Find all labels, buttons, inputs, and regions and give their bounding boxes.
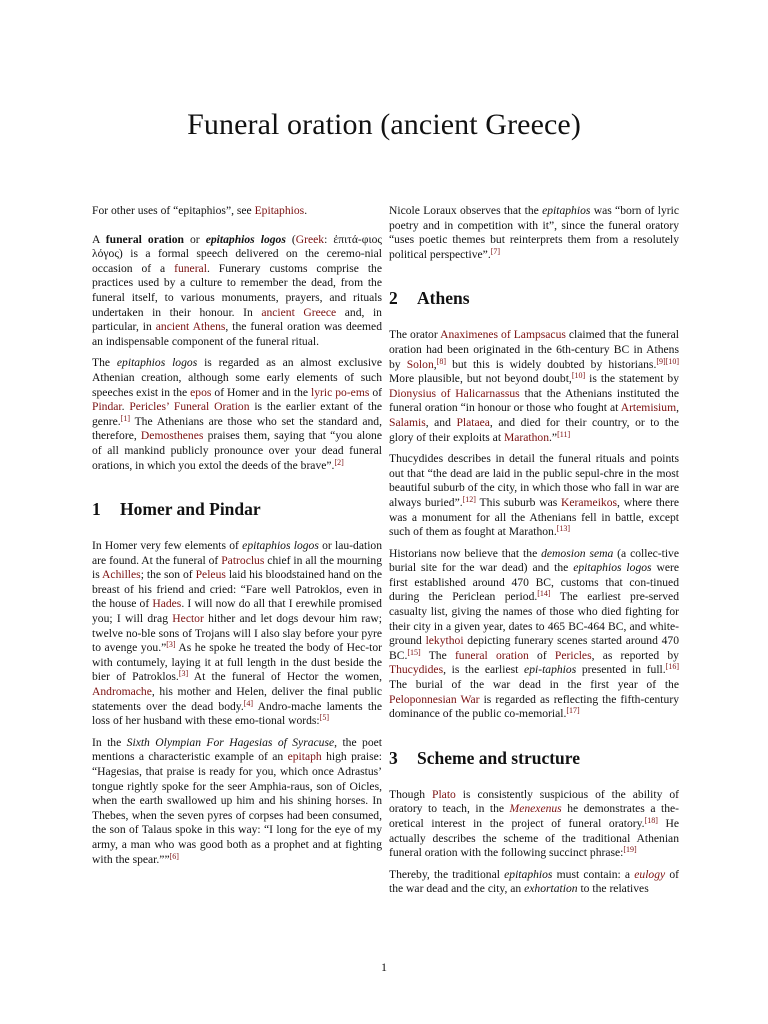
ref-3[interactable]: [3] [166, 640, 176, 650]
link-menexenus[interactable]: Menexenus [509, 802, 562, 816]
ref-14[interactable]: [14] [537, 589, 551, 599]
ref-7[interactable]: [7] [490, 246, 501, 256]
link-pericles[interactable]: Pericles [554, 648, 592, 662]
section-heading-athens: 2 Athens [389, 288, 470, 309]
ref-10[interactable]: [10] [571, 371, 586, 381]
link-peloponnesian-war[interactable]: Peloponnesian War [389, 692, 480, 706]
ref-18[interactable]: [18] [644, 816, 658, 825]
link-anaximenes[interactable]: Anaximenes of Lampsacus [440, 328, 566, 342]
link-hades[interactable]: Hades [152, 597, 182, 611]
intro-paragraph: A funeral oration or epitaphios logos (Greek: ἐπιτά-φιος λόγος) is a formal speech delivered on the ceremo-nial occasion of a funeral. Funerary customs comprise the practices used by a culture to remember the dead, from the funeral itself, to various monuments, prayers, and rituals undertaken in their honour. In ancient Greece and, in particular, in ancient Athens, the funeral oration was deemed an indispensable component of the funeral ritual. [92, 232, 382, 348]
link-eulogy[interactable]: eulogy [634, 867, 666, 881]
athens-paragraph: The orator Anaximenes of Lampsacus claimed that the funeral oration had been originated in the 6th-century BC in Athens by Solon,[8] but this is widely doubted by historians.[9][10] More plausible, but not beyond doubt,[10] is the statement by Dionysius of Halicarnassus that the Athenians instituted the funeral oration “in honour or those who fought at Artemisium, Salamis, and Plataea, and died for their country, or to the glory of their exploits at Marathon.”[11] [389, 328, 680, 444]
section-heading-homer-pindar: 1 Homer and Pindar [92, 499, 261, 520]
page-number: 1 [381, 960, 387, 974]
link-marathon[interactable]: Marathon [503, 430, 550, 444]
link-peleus[interactable]: Peleus [195, 568, 226, 582]
section-heading-scheme: 3 Scheme and structure [389, 747, 580, 768]
ref-13[interactable]: [13] [556, 524, 571, 534]
hatnote: For other uses of “epitaphios”, see Epitaphios. [92, 204, 308, 217]
ref-11[interactable]: [11] [557, 429, 571, 439]
link-artemisium[interactable]: Artemisium [620, 401, 677, 415]
link-andromache[interactable]: Andromache [92, 685, 152, 699]
ref-12[interactable]: [12] [462, 494, 476, 504]
plato-paragraph: Though Plato is consistently suspicious of the ability of oratory to teach, in the Menexenus he demonstrates a the-oretical interest in the project of funeral oratory.[18] He actually describes the scheme of the traditional Athenian funeral oration with the following succinct phrase:[19] [389, 787, 680, 860]
link-kerameikos[interactable]: Kerameikos [561, 495, 618, 509]
link-achilles[interactable]: Achilles [102, 568, 141, 582]
ref-8[interactable]: [8] [436, 356, 446, 366]
ref-4[interactable]: [4] [243, 698, 254, 708]
ref-9-10[interactable]: [9][10] [656, 356, 679, 366]
pindar-paragraph: In the Sixth Olympian For Hagesias of Syracuse, the poet mentions a characteristic example of an epitaph high praise: “Hagesias, that praise is ready for you, which once Adrastus’ tongue rightly spoke for the seer Amphia-raus, son of Oicles, when the earth swallowed up him and his shining horses. In Thebes, when the seven pyres of corpses had been consumed, the son of Talaus spoke in this way: “I long for the eye of my army, a man who was good both as a prophet and at fighting with the spear.””[6] [92, 735, 382, 866]
origin-paragraph: The epitaphios logos is regarded as an almost exclusive Athenian creation, although some early elements of such speeches exist in the epos of Homer and in the lyric po-ems of Pindar. Pericles’ Funeral Oration is the earlier extant of the genre.[1] The Athenians are those who set the standard and, therefore, Demosthenes praises them, saying that “you alone of all mankind publicly pronounce over your dead funeral orations, in which you extol the deeds of the brave”.[2] [92, 356, 383, 472]
ref-2[interactable]: [2] [334, 457, 344, 467]
ref-1[interactable]: [1] [120, 413, 130, 423]
right-column [389, 204, 679, 904]
link-ancient-greece[interactable]: ancient Greece [261, 305, 337, 319]
link-pindar[interactable]: Pindar [92, 400, 122, 414]
epitaphios-content-paragraph: Thereby, the traditional epitaphios must contain: a eulogy of the war dead and the city, an exhortation to the relatives [389, 867, 679, 896]
ref-16[interactable]: [16] [665, 662, 679, 672]
ref-19[interactable]: [19] [623, 845, 637, 855]
ref-6[interactable]: [6] [169, 851, 179, 861]
ref-17[interactable]: [17] [566, 706, 580, 716]
loraux-paragraph: Nicole Loraux observes that the epitaphios was “born of lyric poetry and in competition with it”, since the funeral oratory “uses poetic themes but reinterprets them from a resolutely political perspective”.[7] [389, 204, 679, 261]
link-plato[interactable]: Plato [432, 787, 456, 801]
link-epos[interactable]: epos [190, 385, 212, 399]
homer-paragraph: In Homer very few elements of epitaphios logos or lau-dation are found. At the funeral of Patroclus chief in all the mourning is Achilles; the son of Peleus laid his bloodstained hand on the breast of his friend and cried: “Fare well Patroklos, even in the house of Hades. I will now do all that I erewhile promised you; I will drag Hector hither and let dogs devour him raw; twelve no-ble sons of Trojans will I also slay before your pyre to avenge you.”[3] As he spoke he treated the body of Hec-tor with contumely, laying it at full length in the dust beside the bier of Patroklos.[3] At the funeral of Hector the women, Andromache, his mother and Helen, deliver the final public statements over the dead body.[4] Andro-mache laments the loss of her husband with these emo-tional words:[5] [92, 539, 383, 728]
link-greek[interactable]: Greek [295, 232, 325, 246]
link-epitaph[interactable]: epitaph [287, 750, 322, 764]
link-demosthenes[interactable]: Demosthenes [140, 429, 204, 443]
link-patroclus[interactable]: Patroclus [221, 553, 265, 567]
link-epitaphios[interactable]: Epitaphios [254, 204, 305, 217]
ref-3b[interactable]: [3] [178, 669, 189, 679]
ref-15[interactable]: [15] [407, 647, 421, 657]
link-hector[interactable]: Hector [172, 612, 204, 626]
left-column [92, 204, 382, 874]
link-plataea[interactable]: Plataea [456, 415, 490, 429]
page-title: Funeral oration (ancient Greece) [187, 108, 581, 141]
link-thucydides[interactable]: Thucydides [389, 663, 444, 677]
link-solon[interactable]: Solon [406, 357, 434, 371]
link-funeral-oration[interactable]: funeral oration [454, 648, 529, 662]
link-lekythoi[interactable]: lekythoi [425, 634, 464, 648]
link-salamis[interactable]: Salamis [389, 415, 426, 429]
link-dionysius[interactable]: Dionysius of Halicarnassus [389, 386, 520, 400]
historians-paragraph: Historians now believe that the demosion sema (a collec-tive burial site for the war dead) and the epitaphios logos were first established around 470 BC, customs that con-tinued during the Periclean period.[14] The earliest pre-served casualty list, giving the names of those who died fighting for their city in a given year, dates to 465 BC-464 BC, and white-ground lekythoi depicting funerary scenes started around 470 BC.[15] The funeral oration of Pericles, as reported by Thucydides, is the earliest epi-taphios presented in full.[16] The burial of the war dead in the first year of the Peloponnesian War is regarded as reflecting the fifth-century dominance of the public co-memorial.[17] [389, 546, 680, 721]
link-lyric-poems[interactable]: lyric po-ems [311, 385, 370, 399]
link-funeral[interactable]: funeral [174, 261, 207, 275]
ref-5[interactable]: [5] [319, 713, 329, 723]
link-pericles-funeral-oration[interactable]: Pericles’ Funeral Oration [129, 400, 250, 414]
thucydides-paragraph: Thucydides describes in detail the funeral rituals and points out that “the dead are laid in the public sepul-chre in the most beautiful suburb of the city, in which those who fall in war are always buried”.[12] This suburb was Kerameikos, where there was a monument for all the Athenians fell in battle, except such of them as fought at Marathon.[13] [389, 452, 679, 539]
link-ancient-athens[interactable]: ancient Athens [155, 320, 226, 334]
